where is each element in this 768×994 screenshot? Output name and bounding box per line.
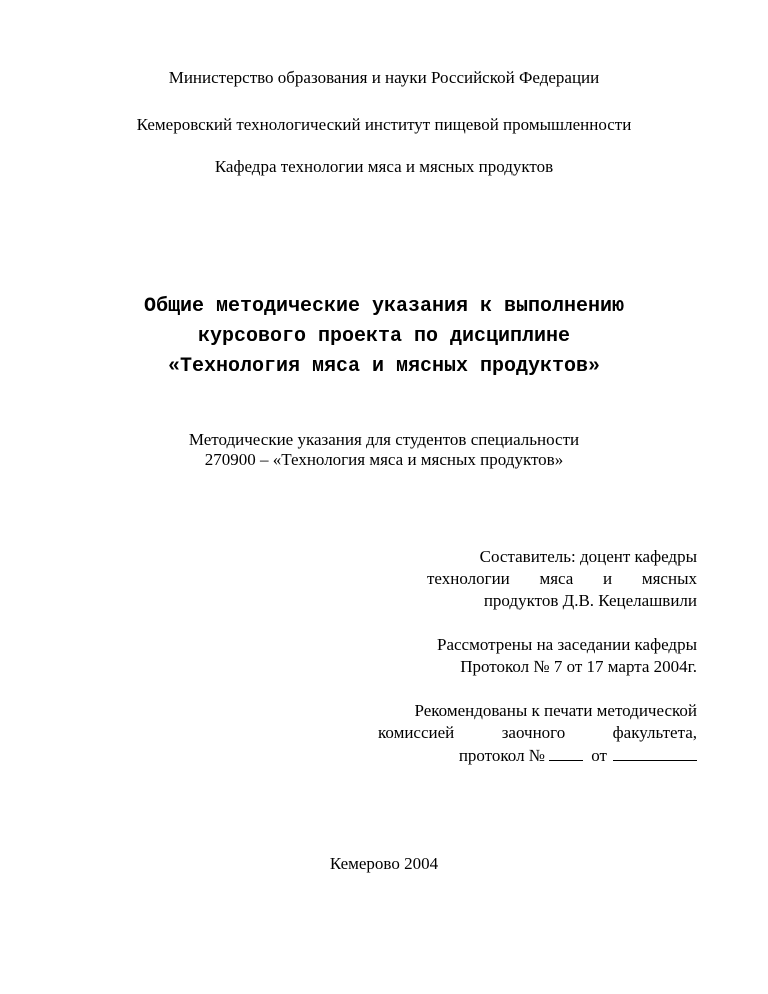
ministry-line: Министерство образования и науки Российской Федерации <box>168 68 600 87</box>
department-line: Кафедра технологии мяса и мясных продуктов <box>214 157 554 176</box>
compiler-info <box>427 546 697 612</box>
compiler-word: мясных <box>641 569 697 588</box>
compiler-line-3: продуктов Д.В. Кецелашвили <box>483 591 697 610</box>
subtitle-line-1: Методические указания для студентов специальности <box>188 430 580 449</box>
compiler-line-2 <box>427 568 697 590</box>
title-line-1: Общие методические указания к выполнению <box>143 295 625 318</box>
city-year: Кемерово 2004 <box>329 854 439 873</box>
title-line-3: «Технология мяса и мясных продуктов» <box>167 355 601 378</box>
reviewed-line-2: Протокол № 7 от 17 марта 2004г. <box>460 657 697 676</box>
protocol-number-blank <box>549 744 583 761</box>
recommended-word: комиссией <box>378 723 455 742</box>
protocol-label: протокол № <box>458 746 546 765</box>
recommended-line-2 <box>350 722 697 744</box>
institute-line: Кемеровский технологический институт пищевой промышленности <box>136 115 632 134</box>
protocol-date-blank <box>613 744 697 761</box>
reviewed-line-1: Рассмотрены на заседании кафедры <box>437 635 697 654</box>
recommended-word: факультета, <box>612 723 697 742</box>
compiler-word: технологии <box>427 569 510 588</box>
protocol-date-label: от <box>591 746 607 765</box>
subtitle-line-2: 270900 – «Технология мяса и мясных продуктов» <box>204 450 564 469</box>
reviewed-info <box>382 634 697 678</box>
recommended-info <box>350 700 697 767</box>
recommended-line-3 <box>350 744 697 767</box>
document-title <box>0 292 768 382</box>
recommended-line-1: Рекомендованы к печати методической <box>414 701 697 720</box>
recommended-word: заочного <box>501 723 566 742</box>
compiler-word: мяса <box>539 569 574 588</box>
title-line-2: курсового проекта по дисциплине <box>197 325 571 348</box>
document-subtitle <box>0 430 768 470</box>
compiler-word: и <box>603 569 613 588</box>
compiler-line-1: Составитель: доцент кафедры <box>479 547 697 566</box>
